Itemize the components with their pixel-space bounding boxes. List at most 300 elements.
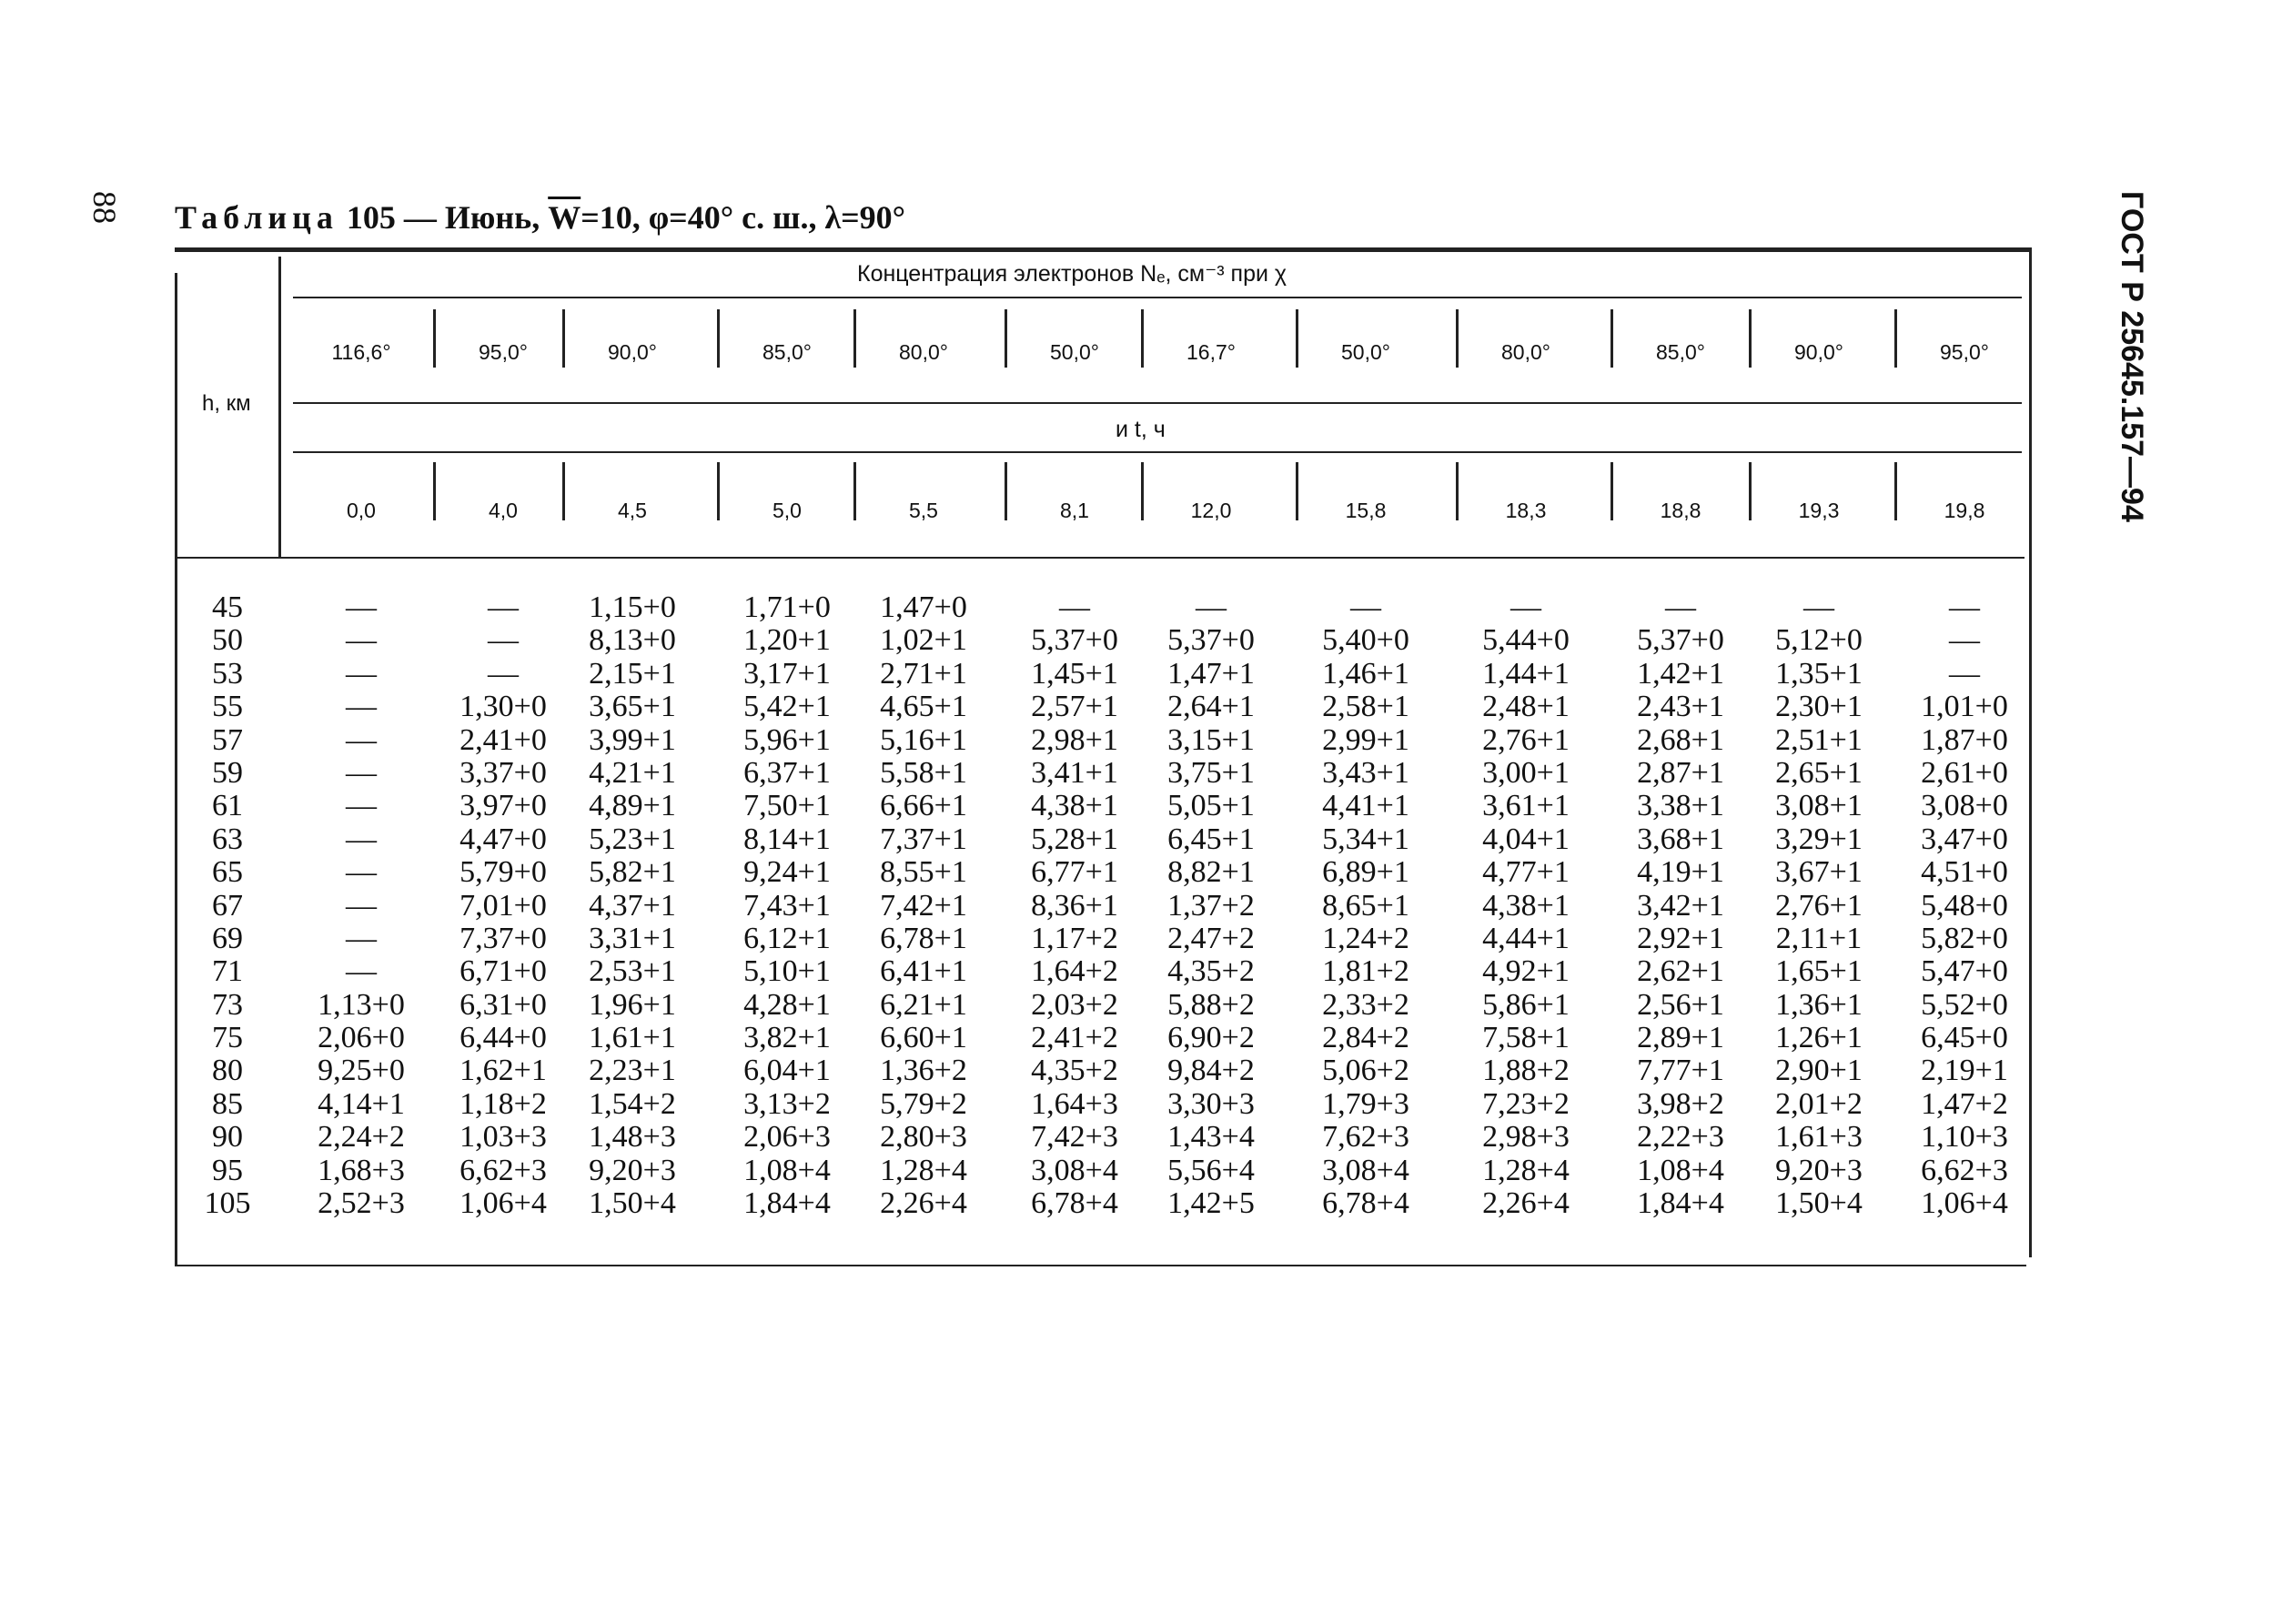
concentration-cell: 2,57+1	[1031, 690, 1118, 724]
concentration-cell: 1,68+3	[318, 1153, 405, 1187]
column-separator	[1611, 309, 1613, 368]
concentration-cell: 5,42+1	[743, 690, 831, 724]
column-separator	[717, 309, 720, 368]
concentration-cell: 2,56+1	[1637, 987, 1724, 1022]
concentration-cell: 2,41+2	[1031, 1021, 1118, 1055]
time-caption: и t, ч	[1116, 417, 1166, 442]
concentration-cell: 1,43+4	[1167, 1120, 1255, 1155]
concentration-cell: 5,40+0	[1322, 623, 1409, 658]
concentration-cell: 4,19+1	[1637, 855, 1724, 890]
concentration-cell: 5,05+1	[1167, 789, 1255, 823]
t-header-cell: 19,8	[1944, 499, 1985, 522]
concentration-cell: 1,96+1	[589, 987, 676, 1022]
column-separator	[853, 462, 856, 520]
concentration-cell: 2,62+1	[1637, 954, 1724, 989]
concentration-cell: 2,11+1	[1775, 921, 1863, 955]
concentration-cell: 7,42+1	[880, 888, 967, 923]
concentration-cell: —	[1949, 623, 1980, 658]
concentration-cell: 1,08+4	[1637, 1153, 1724, 1187]
concentration-cell: 5,58+1	[880, 755, 967, 790]
concentration-cell: 5,56+4	[1167, 1153, 1255, 1187]
concentration-cell: 7,23+2	[1482, 1086, 1570, 1121]
concentration-cell: 6,62+3	[1921, 1153, 2008, 1187]
concentration-cell: 1,13+0	[318, 987, 405, 1022]
concentration-cell: 9,20+3	[589, 1153, 676, 1187]
concentration-cell: 5,96+1	[743, 722, 831, 757]
concentration-cell: —	[488, 590, 519, 624]
concentration-cell: 6,45+0	[1921, 1021, 2008, 1055]
concentration-cell: 1,47+1	[1167, 656, 1255, 691]
concentration-cell: 4,41+1	[1322, 789, 1409, 823]
concentration-cell: 5,47+0	[1921, 954, 2008, 989]
concentration-cell: 1,24+2	[1322, 921, 1409, 955]
concentration-cell: 3,00+1	[1482, 755, 1570, 790]
height-cell: 73	[212, 987, 243, 1022]
concentration-cell: —	[1350, 590, 1381, 624]
concentration-cell: 3,37+0	[459, 755, 547, 790]
concentration-cell: 4,37+1	[589, 888, 676, 923]
title-w-symbol: $\overline{W}$	[548, 199, 581, 236]
concentration-cell: 2,92+1	[1637, 921, 1724, 955]
concentration-cell: 2,68+1	[1637, 722, 1724, 757]
chi-header-cell: 16,7°	[1186, 340, 1236, 364]
column-separator	[1749, 309, 1752, 368]
concentration-cell: 2,48+1	[1482, 690, 1570, 724]
concentration-cell: 5,82+0	[1921, 921, 2008, 955]
height-cell: 59	[212, 755, 243, 790]
data-column	[855, 591, 992, 1220]
column-separator	[1296, 309, 1298, 368]
concentration-cell: 6,60+1	[880, 1021, 967, 1055]
concentration-cell: 2,41+0	[459, 722, 547, 757]
concentration-cell: 3,30+3	[1167, 1086, 1255, 1121]
concentration-cell: 3,31+1	[589, 921, 676, 955]
concentration-cell: 7,62+3	[1322, 1120, 1409, 1155]
concentration-cell: 5,86+1	[1482, 987, 1570, 1022]
concentration-cell: 1,54+2	[589, 1086, 676, 1121]
concentration-cell: —	[346, 623, 377, 658]
chi-header-cell: 85,0°	[1656, 340, 1705, 364]
concentration-cell: 6,04+1	[743, 1054, 831, 1088]
concentration-cell: 1,06+4	[459, 1186, 547, 1221]
concentration-cell: —	[1665, 590, 1696, 624]
concentration-cell: —	[346, 954, 377, 989]
concentration-cell: 8,65+1	[1322, 888, 1409, 923]
concentration-cell: 1,37+2	[1167, 888, 1255, 923]
t-header-cell: 19,3	[1798, 499, 1840, 522]
concentration-cell: 2,06+3	[743, 1120, 831, 1155]
concentration-cell: —	[346, 590, 377, 624]
concentration-cell: 3,08+1	[1775, 789, 1863, 823]
chi-row-rule	[293, 402, 2022, 404]
concentration-cell: 4,44+1	[1482, 921, 1570, 955]
concentration-cell: 2,61+0	[1921, 755, 2008, 790]
concentration-cell: 3,43+1	[1322, 755, 1409, 790]
concentration-cell: 3,41+1	[1031, 755, 1118, 790]
concentration-cell: 4,28+1	[743, 987, 831, 1022]
concentration-cell: —	[346, 690, 377, 724]
concentration-cell: 1,17+2	[1031, 921, 1118, 955]
data-column	[1143, 591, 1279, 1220]
concentration-cell: 1,47+0	[880, 590, 967, 624]
concentration-cell: 1,42+1	[1637, 656, 1724, 691]
concentration-cell: 1,08+4	[743, 1153, 831, 1187]
concentration-cell: 1,64+3	[1031, 1086, 1118, 1121]
t-header-cell: 0,0	[347, 499, 376, 522]
concentration-cell: 7,37+1	[880, 822, 967, 856]
concentration-cell: —	[346, 656, 377, 691]
concentration-cell: 6,90+2	[1167, 1021, 1255, 1055]
concentration-cell: 9,25+0	[318, 1054, 405, 1088]
concentration-cell: 1,18+2	[459, 1086, 547, 1121]
height-cell: 75	[212, 1021, 243, 1055]
concentration-cell: 5,88+2	[1167, 987, 1255, 1022]
concentration-cell: 2,84+2	[1322, 1021, 1409, 1055]
concentration-cell: 3,08+4	[1031, 1153, 1118, 1187]
concentration-cell: 3,99+1	[589, 722, 676, 757]
concentration-cell: 1,20+1	[743, 623, 831, 658]
concentration-cell: 2,19+1	[1921, 1054, 2008, 1088]
concentration-cell: 7,50+1	[743, 789, 831, 823]
chi-header-cell: 90,0°	[1794, 340, 1843, 364]
t-header-cell: 12,0	[1190, 499, 1232, 522]
height-cell: 57	[212, 722, 243, 757]
concentration-cell: 2,90+1	[1775, 1054, 1863, 1088]
concentration-cell: 5,48+0	[1921, 888, 2008, 923]
concentration-cell: —	[1949, 656, 1980, 691]
concentration-cell: 1,01+0	[1921, 690, 2008, 724]
chi-header-cell: 85,0°	[762, 340, 812, 364]
row-label-header: h, км	[202, 391, 251, 416]
column-separator	[1749, 462, 1752, 520]
concentration-cell: 6,89+1	[1322, 855, 1409, 890]
concentration-cell: 4,35+2	[1167, 954, 1255, 989]
concentration-cell: 1,15+0	[589, 590, 676, 624]
concentration-cell: 1,36+2	[880, 1054, 967, 1088]
concentration-cell: 2,06+0	[318, 1021, 405, 1055]
concentration-cell: 1,48+3	[589, 1120, 676, 1155]
column-separator	[562, 462, 565, 520]
height-cell: 67	[212, 888, 243, 923]
concentration-cell: 6,78+1	[880, 921, 967, 955]
concentration-cell: 5,44+0	[1482, 623, 1570, 658]
title-rest-before: 105 — Июнь,	[338, 199, 549, 236]
concentration-cell: 2,98+1	[1031, 722, 1118, 757]
title-rest-after: =10, φ=40° с. ш., λ=90°	[581, 199, 906, 236]
data-column	[1612, 591, 1749, 1220]
concentration-cell: —	[346, 921, 377, 955]
concentration-cell: —	[346, 722, 377, 757]
height-cell: 65	[212, 855, 243, 890]
concentration-cell: 6,31+0	[459, 987, 547, 1022]
t-header-cell: 4,5	[618, 499, 647, 522]
table-top-rule	[175, 247, 2031, 252]
t-header-cell: 18,3	[1505, 499, 1547, 522]
concentration-cell: 2,51+1	[1775, 722, 1863, 757]
column-separator	[1894, 309, 1897, 368]
data-column	[1458, 591, 1594, 1220]
concentration-cell: 6,77+1	[1031, 855, 1118, 890]
concentration-cell: 1,64+2	[1031, 954, 1118, 989]
concentration-cell: 1,03+3	[459, 1120, 547, 1155]
height-column	[182, 591, 273, 1220]
concentration-cell: 2,65+1	[1775, 755, 1863, 790]
column-separator	[1141, 309, 1144, 368]
concentration-cell: 5,28+1	[1031, 822, 1118, 856]
concentration-cell: 9,84+2	[1167, 1054, 1255, 1088]
column-separator	[433, 309, 436, 368]
concentration-cell: 5,06+2	[1322, 1054, 1409, 1088]
data-column	[435, 591, 571, 1220]
concentration-cell: 3,67+1	[1775, 855, 1863, 890]
concentration-cell: 2,22+3	[1637, 1120, 1724, 1155]
chi-header-cell: 95,0°	[479, 340, 528, 364]
column-separator	[717, 462, 720, 520]
column-separator	[1611, 462, 1613, 520]
concentration-cell: 4,65+1	[880, 690, 967, 724]
concentration-caption: Концентрация электронов Nₑ, см⁻³ при χ	[857, 261, 1287, 287]
concentration-cell: 2,76+1	[1775, 888, 1863, 923]
concentration-cell: 1,71+0	[743, 590, 831, 624]
concentration-cell: 6,62+3	[459, 1153, 547, 1187]
concentration-cell: 5,37+0	[1637, 623, 1724, 658]
concentration-cell: 1,81+2	[1322, 954, 1409, 989]
concentration-cell: 1,62+1	[459, 1054, 547, 1088]
concentration-cell: 1,84+4	[1637, 1186, 1724, 1221]
concentration-cell: 1,84+4	[743, 1186, 831, 1221]
t-header-cell: 4,0	[489, 499, 518, 522]
chi-header-cell: 50,0°	[1050, 340, 1099, 364]
concentration-cell: 5,12+0	[1775, 623, 1863, 658]
data-column	[1298, 591, 1434, 1220]
height-cell: 61	[212, 789, 243, 823]
concentration-cell: —	[488, 656, 519, 691]
concentration-cell: 3,75+1	[1167, 755, 1255, 790]
concentration-cell: 7,37+0	[459, 921, 547, 955]
chi-header-cell: 116,6°	[331, 340, 391, 364]
concentration-cell: 6,21+1	[880, 987, 967, 1022]
chi-header-cell: 95,0°	[1940, 340, 1989, 364]
concentration-cell: —	[1803, 590, 1834, 624]
height-cell: 71	[212, 954, 243, 989]
concentration-cell: 6,78+4	[1031, 1186, 1118, 1221]
concentration-cell: —	[1949, 590, 1980, 624]
concentration-cell: 3,47+0	[1921, 822, 2008, 856]
row-label-divider	[278, 257, 281, 557]
column-separator	[1296, 462, 1298, 520]
concentration-cell: 8,13+0	[589, 623, 676, 658]
concentration-cell: 3,97+0	[459, 789, 547, 823]
chi-header-cell: 50,0°	[1341, 340, 1390, 364]
concentration-cell: 3,08+4	[1322, 1153, 1409, 1187]
concentration-cell: 1,47+2	[1921, 1086, 2008, 1121]
height-cell: 63	[212, 822, 243, 856]
concentration-cell: 2,43+1	[1637, 690, 1724, 724]
document-code: ГОСТ Р 25645.157—94	[2115, 191, 2149, 522]
concentration-cell: 6,66+1	[880, 789, 967, 823]
concentration-cell: 4,04+1	[1482, 822, 1570, 856]
column-separator	[1894, 462, 1897, 520]
data-column	[564, 591, 701, 1220]
height-cell: 85	[212, 1086, 243, 1121]
data-column	[1751, 591, 1887, 1220]
concentration-cell: 9,20+3	[1775, 1153, 1863, 1187]
concentration-cell: 2,24+2	[318, 1120, 405, 1155]
concentration-cell: 1,26+1	[1775, 1021, 1863, 1055]
height-cell: 55	[212, 690, 243, 724]
concentration-cell: 1,44+1	[1482, 656, 1570, 691]
concentration-cell: 4,38+1	[1482, 888, 1570, 923]
data-column	[1896, 591, 2033, 1220]
caption-rule-2	[293, 451, 2022, 453]
concentration-cell: 4,14+1	[318, 1086, 405, 1121]
concentration-cell: 2,98+3	[1482, 1120, 1570, 1155]
concentration-cell: 7,43+1	[743, 888, 831, 923]
concentration-cell: 4,35+2	[1031, 1054, 1118, 1088]
concentration-cell: 3,29+1	[1775, 822, 1863, 856]
concentration-cell: 2,26+4	[1482, 1186, 1570, 1221]
concentration-cell: 1,36+1	[1775, 987, 1863, 1022]
t-header-cell: 5,0	[772, 499, 802, 522]
concentration-cell: 6,45+1	[1167, 822, 1255, 856]
concentration-cell: 2,58+1	[1322, 690, 1409, 724]
concentration-cell: 2,33+2	[1322, 987, 1409, 1022]
concentration-cell: 3,61+1	[1482, 789, 1570, 823]
concentration-cell: 3,38+1	[1637, 789, 1724, 823]
column-separator	[853, 309, 856, 368]
table-left-border	[175, 273, 177, 1265]
concentration-cell: 8,55+1	[880, 855, 967, 890]
concentration-cell: 1,10+3	[1921, 1120, 2008, 1155]
column-separator	[1141, 462, 1144, 520]
chi-header-cell: 80,0°	[899, 340, 948, 364]
concentration-cell: 6,44+0	[459, 1021, 547, 1055]
concentration-cell: 1,65+1	[1775, 954, 1863, 989]
height-cell: 95	[212, 1153, 243, 1187]
t-header-cell: 8,1	[1060, 499, 1089, 522]
header-bottom-rule	[177, 557, 2025, 559]
concentration-cell: 1,28+4	[1482, 1153, 1570, 1187]
column-separator	[1456, 309, 1459, 368]
concentration-cell: 1,28+4	[880, 1153, 967, 1187]
concentration-cell: 9,24+1	[743, 855, 831, 890]
concentration-cell: 4,47+0	[459, 822, 547, 856]
concentration-cell: 3,98+2	[1637, 1086, 1724, 1121]
t-header-cell: 5,5	[909, 499, 938, 522]
concentration-cell: —	[346, 789, 377, 823]
height-cell: 80	[212, 1054, 243, 1088]
concentration-cell: 2,64+1	[1167, 690, 1255, 724]
concentration-cell: 2,71+1	[880, 656, 967, 691]
concentration-cell: 4,92+1	[1482, 954, 1570, 989]
chi-header-cell: 80,0°	[1501, 340, 1550, 364]
column-separator	[562, 309, 565, 368]
concentration-cell: 1,35+1	[1775, 656, 1863, 691]
chi-header-cell: 90,0°	[608, 340, 657, 364]
concentration-cell: 2,53+1	[589, 954, 676, 989]
concentration-cell: 7,42+3	[1031, 1120, 1118, 1155]
concentration-cell: 2,76+1	[1482, 722, 1570, 757]
concentration-cell: 1,61+3	[1775, 1120, 1863, 1155]
concentration-cell: 4,89+1	[589, 789, 676, 823]
concentration-cell: 5,16+1	[880, 722, 967, 757]
height-cell: 45	[212, 590, 243, 624]
concentration-cell: 1,46+1	[1322, 656, 1409, 691]
concentration-cell: 5,82+1	[589, 855, 676, 890]
concentration-cell: 3,17+1	[743, 656, 831, 691]
height-cell: 69	[212, 921, 243, 955]
concentration-cell: 4,51+0	[1921, 855, 2008, 890]
concentration-cell: —	[1510, 590, 1541, 624]
concentration-cell: 2,89+1	[1637, 1021, 1724, 1055]
concentration-cell: 2,30+1	[1775, 690, 1863, 724]
concentration-cell: 2,52+3	[318, 1186, 405, 1221]
t-header-cell: 15,8	[1345, 499, 1387, 522]
column-separator	[1456, 462, 1459, 520]
concentration-cell: 8,82+1	[1167, 855, 1255, 890]
height-cell: 105	[204, 1186, 251, 1221]
concentration-cell: —	[346, 822, 377, 856]
concentration-cell: 4,21+1	[589, 755, 676, 790]
concentration-cell: —	[488, 623, 519, 658]
concentration-cell: 4,77+1	[1482, 855, 1570, 890]
concentration-cell: 3,68+1	[1637, 822, 1724, 856]
concentration-cell: 6,41+1	[880, 954, 967, 989]
concentration-cell: 6,37+1	[743, 755, 831, 790]
concentration-cell: 7,58+1	[1482, 1021, 1570, 1055]
concentration-cell: 3,13+2	[743, 1086, 831, 1121]
concentration-cell: 2,01+2	[1775, 1086, 1863, 1121]
concentration-cell: 5,37+0	[1167, 623, 1255, 658]
concentration-cell: 3,15+1	[1167, 722, 1255, 757]
concentration-cell: 2,03+2	[1031, 987, 1118, 1022]
concentration-cell: 5,37+0	[1031, 623, 1118, 658]
t-header-cell: 18,8	[1660, 499, 1701, 522]
concentration-cell: 5,79+0	[459, 855, 547, 890]
concentration-cell: —	[1196, 590, 1227, 624]
concentration-cell: —	[346, 888, 377, 923]
data-column	[1006, 591, 1143, 1220]
concentration-cell: 3,82+1	[743, 1021, 831, 1055]
concentration-cell: 1,45+1	[1031, 656, 1118, 691]
concentration-cell: 4,38+1	[1031, 789, 1118, 823]
title-label: Таблица	[175, 199, 338, 236]
height-cell: 53	[212, 656, 243, 691]
table-title	[175, 198, 905, 237]
concentration-cell: 1,88+2	[1482, 1054, 1570, 1088]
concentration-cell: 2,26+4	[880, 1186, 967, 1221]
concentration-cell: 1,87+0	[1921, 722, 2008, 757]
height-cell: 90	[212, 1120, 243, 1155]
data-column	[293, 591, 429, 1220]
data-column	[719, 591, 855, 1220]
concentration-cell: 8,36+1	[1031, 888, 1118, 923]
concentration-cell: 7,01+0	[459, 888, 547, 923]
concentration-cell: —	[346, 855, 377, 890]
height-cell: 50	[212, 623, 243, 658]
concentration-cell: 5,52+0	[1921, 987, 2008, 1022]
concentration-cell: 2,87+1	[1637, 755, 1724, 790]
concentration-cell: 2,99+1	[1322, 722, 1409, 757]
column-separator	[1005, 462, 1007, 520]
concentration-cell: 2,23+1	[589, 1054, 676, 1088]
concentration-cell: 3,42+1	[1637, 888, 1724, 923]
concentration-cell: 1,02+1	[880, 623, 967, 658]
concentration-cell: 1,30+0	[459, 690, 547, 724]
concentration-cell: 2,15+1	[589, 656, 676, 691]
concentration-cell: 3,65+1	[589, 690, 676, 724]
concentration-cell: 1,50+4	[1775, 1186, 1863, 1221]
